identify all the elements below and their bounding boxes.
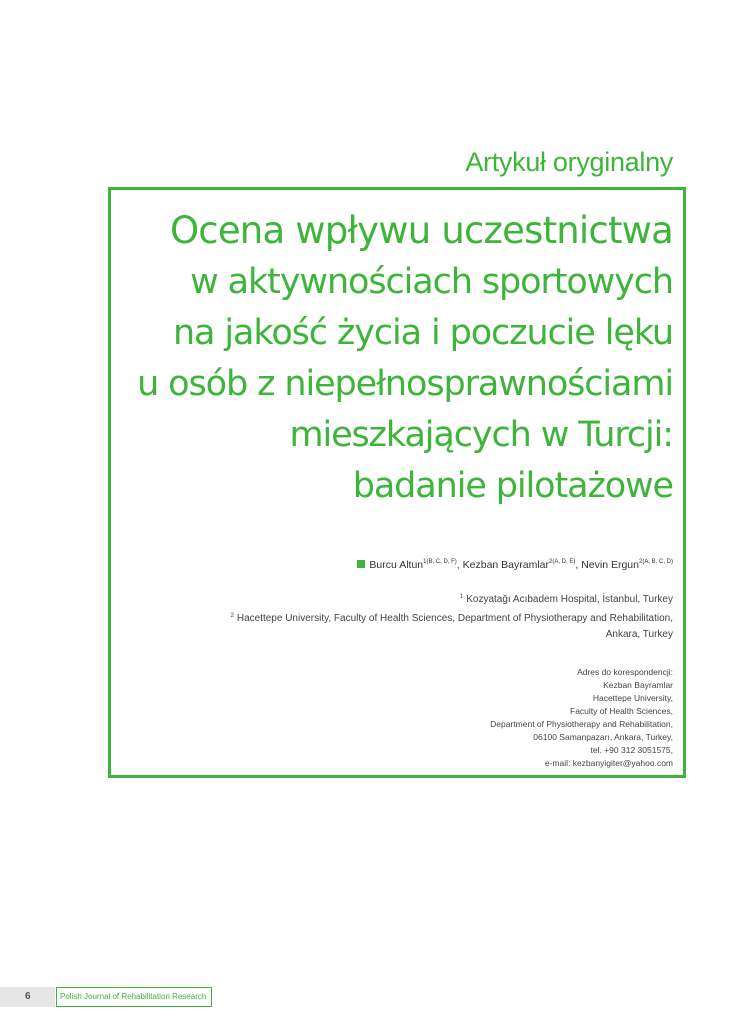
affiliation-number: 1	[459, 594, 464, 600]
square-bullet-icon	[357, 560, 365, 568]
correspondence-line: Kezban Bayramlar	[603, 680, 673, 690]
author-list	[113, 559, 673, 571]
author-name: Nevin Ergun	[581, 559, 639, 571]
author-roles: 2(A, D, E)	[549, 559, 576, 565]
title-line: w aktywnościach sportowych	[190, 262, 673, 302]
correspondence-line: Department of Physiotherapy and Rehabilitation,	[490, 719, 673, 729]
affiliation-number: 2	[230, 613, 234, 619]
title-line: mieszkających w Turcji:	[289, 415, 673, 455]
affiliation-item	[113, 627, 673, 643]
affiliations	[113, 589, 673, 643]
title-line: na jakość życia i poczucie lęku	[172, 313, 673, 353]
correspondence-line: 06100 Samanpazarı, Ankara, Turkey,	[533, 732, 673, 742]
affiliation-text: Hacettepe University, Faculty of Health Sciences, Department of Physiotherapy and Rehabilitation,	[236, 613, 673, 624]
correspondence-line: Hacettepe University,	[592, 693, 673, 703]
affiliation-item	[113, 608, 673, 627]
correspondence-line: e-mail: kezbanyigiter@yahoo.com	[544, 758, 673, 768]
journal-name: Polish Journal of Rehabilitation Research	[56, 987, 212, 1007]
title-main-line: Ocena wpływu uczestnictwa	[169, 209, 673, 252]
affiliation-text: Kozyatağı Acıbadem Hospital, İstanbul, Turkey	[466, 594, 673, 605]
correspondence-line: tel. +90 312 3051575,	[590, 745, 673, 755]
correspondence-line: Faculty of Health Sciences,	[570, 706, 673, 716]
title-line: badanie pilotażowe	[352, 466, 673, 506]
author-separator: ,	[456, 559, 463, 571]
page-number: 6	[0, 987, 55, 1007]
affiliation-text: Ankara, Turkey	[605, 629, 673, 640]
author-name: Burcu Altun	[369, 559, 424, 571]
article-title	[113, 205, 673, 512]
author-roles: 1(B, C, D, F)	[423, 559, 457, 565]
author-name: Kezban Bayramlar	[462, 559, 550, 571]
affiliation-item	[113, 589, 673, 608]
author-roles: 2(A, B, C, D)	[638, 559, 673, 565]
correspondence-address	[373, 666, 673, 770]
author-separator: ,	[575, 559, 582, 571]
section-label: Artykuł oryginalny	[465, 147, 673, 177]
correspondence-line: Adres do korespondencji:	[577, 667, 673, 677]
title-line: u osób z niepełnosprawnościami	[137, 364, 673, 404]
